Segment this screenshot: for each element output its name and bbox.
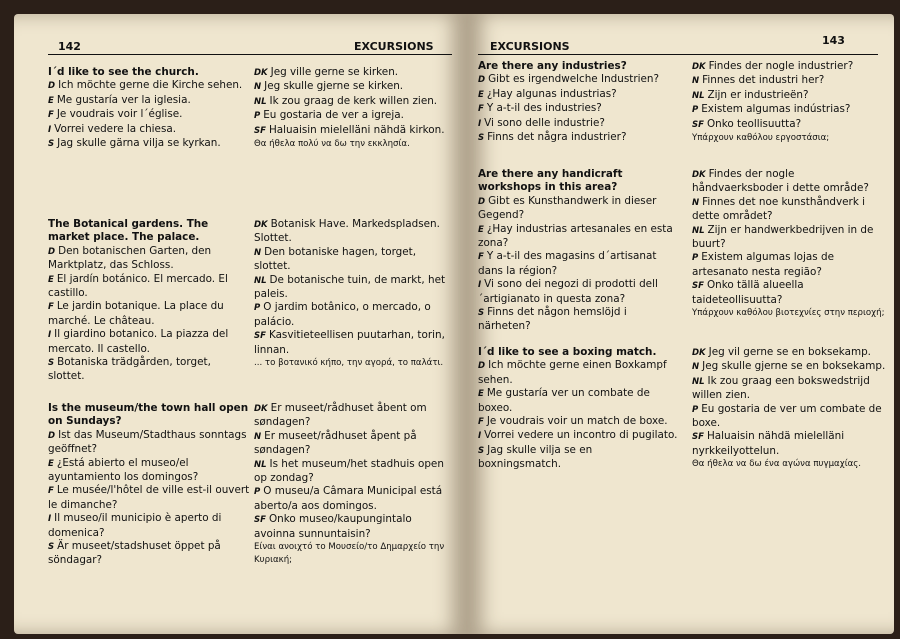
translation-nl [254,274,454,302]
translation-text: Finns det någon hemslöjd i närheten? [478,306,631,333]
translation-text: Er museet/rådhuset åpent på søndagen? [254,429,420,457]
translation-text: O museu/a Câmara Municipal está aberto/a aos domingos. [254,485,446,512]
english-phrase: Are there any handicraft workshops in this area? [478,168,627,194]
translation-nl [692,224,888,252]
right-section-1-col-a [478,60,678,145]
language-code: N [692,76,700,87]
translation-text: Ist das Museum/Stadthaus sonntags geöffnet? [48,428,250,456]
language-code: NL [692,90,705,101]
language-code: S [48,358,55,369]
translation-f [48,300,250,328]
translation-greek: Υπάρχουν καθόλου εργοστάσια; [692,133,830,144]
translation-greek: Είναι ανοιχτό το Μουσείο/το Δημαρχείο την Κυριακή; [254,542,447,566]
language-code: I [48,124,52,135]
language-code: P [254,487,261,498]
translation-text: Ik zou graag de kerk willen zien. [269,94,438,107]
header-rule [478,54,878,55]
language-code: NL [692,376,705,387]
language-code: SF [692,281,704,292]
language-code: D [48,81,56,92]
language-code: F [478,417,484,428]
translation-d [48,429,250,457]
english-phrase: I´d like to see a boxing match. [478,346,657,358]
translation-n [254,246,454,274]
right-section-2-col-a [478,168,678,334]
translation-text: Ich möchte gerne die Kirche sehen. [58,79,243,92]
translation-e [48,273,250,301]
translation-nl [254,95,454,109]
translation-i [478,429,678,443]
translation-dk [254,402,454,430]
translation-text: Il giardino botanico. La piazza del mercato. Il castello. [48,328,232,355]
language-code: E [478,224,484,235]
translation-text: Botaniska trädgården, torget, slottet. [48,356,215,383]
language-code: S [48,139,55,150]
translation-text: Vi sono dei negozi di prodotti dell´artigianato in questa zona? [478,278,658,305]
translation-text: Le musée/l'hôtel de ville est-il ouvert le dimanche? [48,484,253,511]
translation-p [692,403,888,431]
translation-text: O jardim botânico, o mercado, o palácio. [254,301,435,328]
language-code: P [254,111,261,122]
translation-text: Onko tällä alueella taideteollisuutta? [692,279,807,306]
language-code: E [48,274,54,285]
language-code: P [692,253,699,264]
translation-text: Me gustaría ver la iglesia. [56,93,191,106]
english-phrase: Are there any industries? [478,60,627,72]
translation-dk [254,66,454,80]
translation-text: Gibt es Kunsthandwerk in dieser Gegend? [478,194,660,222]
language-code: E [478,89,484,100]
translation-text: Ik zou graag een bokswedstrijd willen zien. [692,374,874,402]
translation-p [254,301,454,329]
translation-text: Existem algumas indústrias? [701,103,851,116]
right-section-3-col-a [478,346,678,472]
language-code: E [48,458,54,469]
translation-text: Existem algumas lojas de artesanato nesta região? [692,251,838,278]
page-number: 142 [58,40,81,53]
english-phrase: The Botanical gardens. The market place. The palace. [48,218,212,244]
translation-i [478,117,678,131]
language-code: NL [254,96,267,107]
language-code: SF [254,125,266,136]
translation-d [478,73,678,87]
translation-text: ¿Hay industrias artesanales en esta zona? [478,222,677,250]
language-code: N [254,431,262,442]
translation-text: Je voudrais voir l´église. [56,108,183,121]
language-code: NL [692,225,705,236]
translation-text: Den botanischen Garten, den Marktplatz, das Schloss. [48,244,215,272]
right-section-3-col-b [692,346,888,472]
language-code: S [48,542,55,553]
translation-text: Er museet/rådhuset åbent om søndagen? [254,402,430,429]
running-header: EXCURSIONS [490,40,570,53]
translation-f [48,108,250,122]
translation-greek: Θα ήθελα να δω ένα αγώνα πυγμαχίας. [692,459,862,470]
translation-text: ¿Está abierto el museo/el ayuntamiento los domingos? [48,456,199,484]
language-code: DK [692,170,706,180]
left-section-1-col-a [48,66,250,151]
translation-greek: ... το βοτανικό κήπο, την αγορά, το παλάτι. [254,358,444,369]
language-code: E [48,95,54,106]
language-code: D [48,430,56,441]
header-rule [48,54,452,55]
translation-text: Y a-t-il des magasins d´artisanat dans la région? [478,250,660,277]
translation-n [254,430,454,458]
translation-text: Haluaisin nähdä mielelläni nyrkkeilyottelun. [692,430,848,457]
language-code: P [692,404,699,415]
translation-text: Jeg skulle gjerne se kirken. [264,80,404,93]
language-code: F [48,302,54,313]
translation-text: Eu gostaria de ver a igreja. [263,109,404,122]
left-section-3-col-a [48,402,253,568]
translation-i [48,512,250,540]
translation-text: Finns det några industrier? [487,131,627,144]
page-number: 143 [822,34,845,47]
translation-text: Jeg vil gerne se en boksekamp. [708,346,871,358]
language-code: D [478,196,486,207]
right-section-1-col-b [692,60,888,145]
translation-text: Haluaisin mielelläni nähdä kirkon. [268,123,445,136]
translation-greek: Θα ήθελα πολύ να δω την εκκλησία. [254,139,410,150]
language-code: S [478,133,485,144]
translation-f [478,415,678,429]
language-code: DK [254,68,268,78]
translation-e [48,457,250,485]
translation-d [48,79,250,93]
translation-n [254,80,454,94]
translation-text: Zijn er industrieën? [707,88,809,101]
translation-p [692,251,888,279]
language-code: S [478,445,485,456]
english-phrase: I´d like to see the church. [48,66,199,78]
translation-sf [692,118,888,132]
language-code: E [478,389,484,400]
translation-i [48,123,250,137]
translation-i [48,328,250,356]
language-code: P [254,303,261,314]
translation-text: Me gustaría ver un combate de boxeo. [478,387,654,414]
translation-s [48,137,250,151]
language-code: D [478,75,486,86]
translation-e [478,88,678,102]
translation-dk [692,168,888,196]
translation-text: Botanisk Have. Markedspladsen. Slottet. [254,218,444,245]
left-section-1-col-b [254,66,454,151]
translation-e [478,387,678,415]
translation-text: Findes der nogle håndvaerksboder i dette område? [692,168,869,195]
language-code: F [48,486,54,497]
translation-text: El jardín botánico. El mercado. El castillo. [48,272,232,300]
translation-text: Vi sono delle industrie? [484,116,605,129]
translation-text: Vorrei vedere un incontro di pugilato. [484,429,678,442]
translation-text: Ich möchte gerne einen Boxkampf sehen. [478,359,670,386]
translation-text: Jeg skulle gjerne se en boksekamp. [702,360,886,373]
language-code: NL [254,275,267,286]
language-code: I [478,280,482,291]
language-code: DK [692,348,706,358]
translation-f [48,484,253,512]
translation-text: Finnes det noe kunsthåndverk i dette området? [692,195,869,223]
language-code: F [48,110,54,121]
translation-nl [254,458,454,486]
translation-sf [692,430,888,458]
language-code: I [478,118,482,129]
translation-nl [692,89,888,103]
language-code: SF [692,119,704,130]
translation-e [48,94,250,108]
translation-n [692,74,888,88]
running-header: EXCURSIONS [354,40,434,53]
translation-text: Jag skulle gärna vilja se kyrkan. [57,137,221,150]
translation-text: Y a-t-il des industries? [486,102,602,115]
language-code: I [48,330,52,341]
translation-text: ¿Hay algunas industrias? [486,87,617,100]
translation-nl [692,375,888,403]
translation-sf [254,513,454,541]
language-code: DK [254,220,268,230]
language-code: I [478,431,482,442]
language-code: D [478,361,486,372]
language-code: F [478,252,484,263]
translation-i [478,278,678,306]
translation-text: Jag skulle vilja se en boxningsmatch. [478,443,596,471]
translation-greek: Υπάρχουν καθόλου βιοτεχνίες στην περιοχή; [692,308,885,319]
language-code: DK [254,404,268,414]
translation-text: Kasvitieteellisen puutarhan, torin, linnan. [254,329,449,356]
translation-p [254,485,454,513]
language-code: DK [692,62,706,72]
translation-s [48,356,250,384]
language-code: N [254,82,262,93]
translation-text: Jeg ville gerne se kirken. [270,66,399,78]
translation-text: Eu gostaria de ver um combate de boxe. [692,402,885,430]
translation-dk [692,346,888,360]
right-section-2-col-b [692,168,888,320]
translation-text: Onko teollisuutta? [706,117,802,130]
language-code: N [254,247,262,258]
translation-f [478,250,678,278]
translation-s [48,540,250,568]
translation-sf [254,124,454,138]
translation-s [478,444,678,472]
translation-text: Is het museum/het stadhuis open op zondag? [254,457,448,485]
language-code: I [48,514,52,525]
translation-dk [254,218,454,246]
language-code: F [478,104,484,115]
translation-s [478,131,678,145]
language-code: D [48,246,56,257]
translation-sf [692,279,888,307]
language-code: S [478,308,485,319]
translation-d [478,195,678,223]
translation-n [692,196,888,224]
language-code: SF [254,515,266,526]
left-section-3-col-b [254,402,454,568]
translation-text: Zijn er handwerkbedrijven in de buurt? [692,223,877,251]
language-code: P [692,105,699,116]
language-code: NL [254,459,267,470]
translation-p [254,109,454,123]
translation-dk [692,60,888,74]
translation-p [692,103,888,117]
translation-text: Vorrei vedere la chiesa. [54,122,177,135]
translation-text: Den botaniske hagen, torget, slottet. [254,245,420,273]
translation-f [478,102,678,116]
english-phrase: Is the museum/the town hall open on Sundays? [48,402,252,428]
translation-text: Onko museo/kaupungintalo avoinna sunnuntaisin? [254,513,415,540]
translation-text: Finnes det industri her? [702,74,825,87]
language-code: SF [254,331,266,342]
translation-sf [254,329,454,357]
translation-text: De botanische tuin, de markt, het paleis. [254,273,449,301]
translation-e [478,223,678,251]
translation-text: Il museo/il municipio è aperto di domenica? [48,512,225,539]
language-code: N [692,362,700,373]
right-page [466,14,894,634]
left-section-2-col-b [254,218,454,370]
language-code: N [692,197,700,208]
translation-d [478,359,678,387]
left-section-2-col-a [48,218,250,384]
translation-n [692,360,888,374]
language-code: SF [692,432,704,443]
translation-text: Je voudrais voir un match de boxe. [486,415,668,428]
translation-text: Är museet/stadshuset öppet på söndagar? [48,540,225,567]
translation-d [48,245,250,273]
left-page [14,14,466,634]
translation-text: Findes der nogle industrier? [708,60,854,72]
translation-s [478,306,678,334]
translation-text: Le jardin botanique. La place du marché. Le château. [48,300,228,327]
translation-text: Gibt es irgendwelche Industrien? [488,73,659,86]
